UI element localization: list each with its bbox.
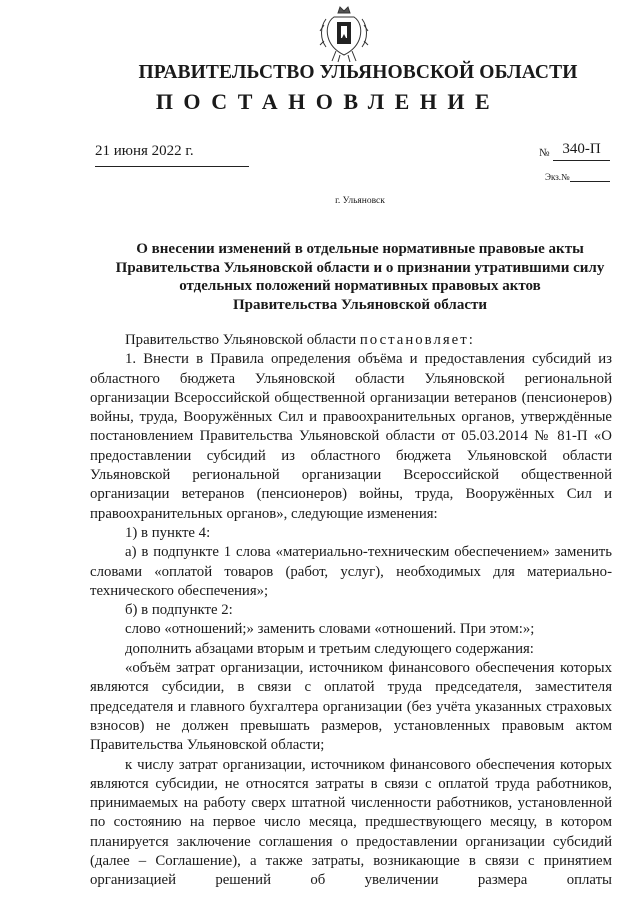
copy-number-field (545, 172, 610, 182)
decree-word: постановляет: (359, 332, 475, 348)
title-line: Правительства Ульяновской области и о признании утратившими силу (115, 259, 605, 276)
body-paragraph: дополнить абзацами вторым и третьим следующего содержания: (125, 640, 534, 657)
body-paragraph: слово «отношений;» заменить словами «отношений. При этом:»; (125, 621, 535, 638)
copy-label: Экз.№ (545, 172, 570, 182)
copy-number-line (570, 181, 610, 182)
decree-prefix: Правительство Ульяновской области (125, 332, 360, 348)
title-line: Правительства Ульяновской области (232, 296, 488, 313)
body-paragraph: «объём затрат организации, источником финансового обеспечения которых являются субсидии, в связи с оплатой труда председателя, заместителя председателя и главного бухгалтера организации (без учёта указанных страховых взносов) не должен превышать размеров, установленных правовым актом Правительства Ульяновской области; (90, 660, 612, 754)
document-number: 340-П (553, 141, 610, 161)
body-paragraph: б) в подпункте 2: (125, 602, 233, 619)
decree-paragraph (90, 331, 612, 350)
body-paragraph: а) в подпункте 1 слова «материально-техническим обеспечением» заменить словами «оплатой товаров (работ, услуг), необходимых для материально-технического обеспечения»; (90, 544, 612, 599)
document-type: ПОСТАНОВЛЕНИЕ (155, 89, 501, 114)
city-line: г. Ульяновск (335, 196, 385, 206)
body-paragraph: 1. Внести в Правила определения объёма и предоставления субсидий из областного бюджета Ульяновской области Ульяновской региональной организации Всероссийской общественной организации ветеранов (пенсионеров) войны, труда, Вооружённых Сил и правоохранительных органов, утверждённые постановлением Правительства Ульяновской области от 05.03.2014 № 81-П «О предоставлении субсидий из областного бюджета Ульяновской области Ульяновской региональной организации Всероссийской общественной организации ветеранов (пенсионеров) войны, труда, Вооружённых Сил и правоохранительных органов», следующие изменения: (90, 351, 612, 522)
coat-of-arms-emblem (318, 5, 370, 63)
body-paragraph: к числу затрат организации, источником финансового обеспечения которых являются субсидии, не относятся затраты в связи с оплатой труда работников, принимаемых на работу сверх штатной численности работников, установленной по состоянию на первое число месяца, предшествующего месяцу, в котором планируется заключение соглашения о предоставлении организации субсидий (далее – Соглашение), а также затраты, возникающие в связи с принятием организацией решений об увеличении размера оплаты (90, 756, 612, 889)
title-line: отдельных положений нормативных правовых актов (179, 278, 541, 294)
document-title (80, 240, 640, 314)
document-date: 21 июня 2022 г. (95, 143, 249, 167)
body-paragraph: 1) в пункте 4: (125, 524, 211, 541)
organization-name: ПРАВИТЕЛЬСТВО УЛЬЯНОВСКОЙ ОБЛАСТИ (138, 62, 578, 83)
title-line: О внесении изменений в отдельные нормативные правовые акты (136, 241, 584, 257)
document-body (90, 331, 612, 891)
number-sign: № (539, 147, 550, 159)
